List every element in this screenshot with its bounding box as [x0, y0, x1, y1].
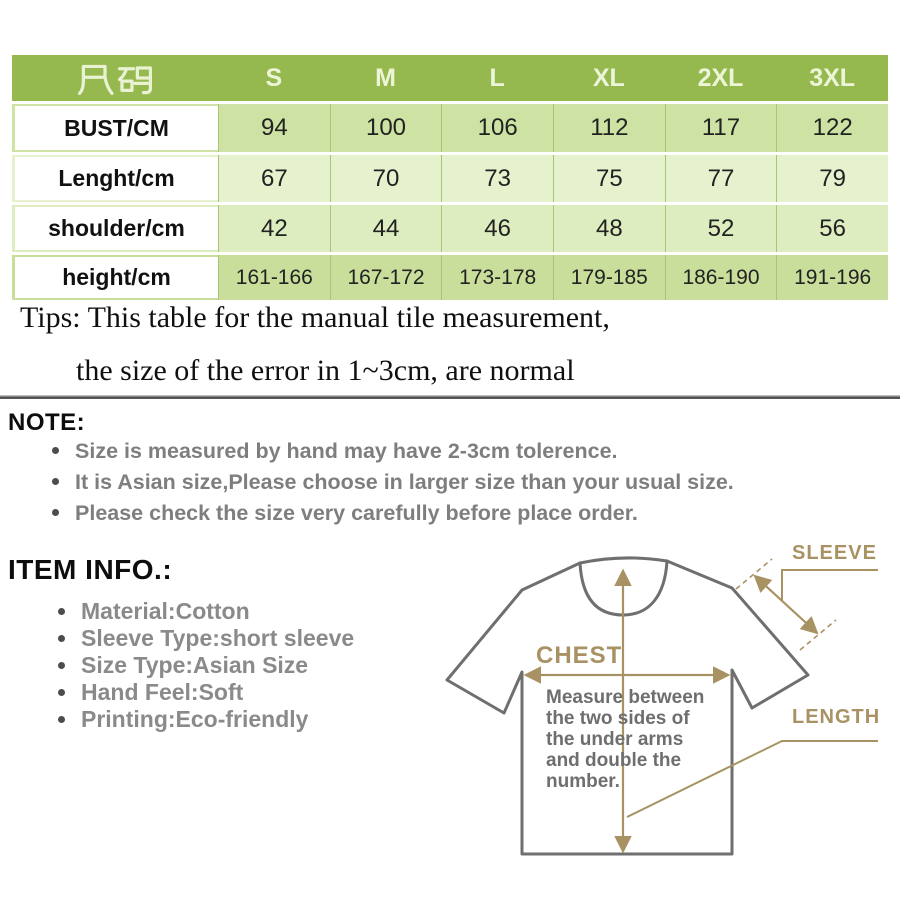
table-header-col: S	[218, 55, 330, 101]
table-header-col: 3XL	[776, 55, 888, 101]
svg-text:the two sides of: the two sides of	[546, 708, 690, 729]
tips-line-1: Tips: This table for the manual tile measurement,	[20, 301, 610, 334]
item-info-list	[58, 598, 354, 733]
row-label-cell: Lenght/cm	[12, 155, 218, 202]
item-info-item: Size Type:Asian Size	[58, 652, 354, 679]
row-label-cell: shoulder/cm	[12, 205, 218, 252]
size-table	[12, 55, 888, 300]
item-info-item: Material:Cotton	[58, 598, 354, 625]
note-item: Please check the size very carefully before place order.	[52, 498, 734, 529]
note-heading: NOTE:	[8, 409, 86, 436]
table-cell: 94	[218, 104, 330, 152]
table-cell: 173-178	[441, 255, 553, 300]
length-label: LENGTH	[792, 706, 881, 728]
row-label-cell: height/cm	[12, 255, 218, 300]
table-cell: 112	[553, 104, 665, 152]
chest-label: CHEST	[536, 642, 623, 669]
sleeve-label: SLEEVE	[792, 542, 877, 564]
row-label-cell: BUST/CM	[12, 104, 218, 152]
table-cell: 186-190	[665, 255, 777, 300]
table-cell: 77	[665, 155, 777, 202]
table-cell: 122	[776, 104, 888, 152]
table-cell: 79	[776, 155, 888, 202]
svg-text:the under arms: the under arms	[546, 729, 684, 750]
table-cell: 191-196	[776, 255, 888, 300]
table-cell: 167-172	[330, 255, 442, 300]
tips-line-2: the size of the error in 1~3cm, are normal	[76, 354, 575, 387]
svg-text:Measure between: Measure between	[546, 687, 705, 708]
table-header-col: M	[330, 55, 442, 101]
table-cell: 52	[665, 205, 777, 252]
table-cell: 70	[330, 155, 442, 202]
table-cell: 161-166	[218, 255, 330, 300]
note-item: Size is measured by hand may have 2-3cm tolerence.	[52, 436, 734, 467]
svg-text:and double the: and double the	[546, 750, 682, 771]
table-cell: 117	[665, 104, 777, 152]
item-info-item: Hand Feel:Soft	[58, 679, 354, 706]
cjk-size-label-icon	[78, 61, 152, 95]
table-cell: 179-185	[553, 255, 665, 300]
note-list	[52, 436, 734, 529]
table-cell: 42	[218, 205, 330, 252]
table-cell: 75	[553, 155, 665, 202]
item-info-item: Printing:Eco-friendly	[58, 706, 354, 733]
table-cell: 67	[218, 155, 330, 202]
table-cell: 46	[441, 205, 553, 252]
tshirt-measurement-diagram	[430, 525, 900, 890]
svg-text:number.: number.	[546, 771, 620, 792]
table-header-col: L	[441, 55, 553, 101]
item-info-heading: ITEM INFO.:	[8, 554, 173, 585]
sleeve-leader-line	[782, 570, 878, 601]
table-cell: 48	[553, 205, 665, 252]
table-cell: 44	[330, 205, 442, 252]
item-info-item: Sleeve Type:short sleeve	[58, 625, 354, 652]
table-header-col: 2XL	[665, 55, 777, 101]
table-cell: 100	[330, 104, 442, 152]
table-header-size-cell	[12, 55, 218, 101]
note-item: It is Asian size,Please choose in larger size than your usual size.	[52, 467, 734, 498]
table-header-col: XL	[553, 55, 665, 101]
section-divider	[0, 395, 900, 399]
table-cell: 73	[441, 155, 553, 202]
table-cell: 106	[441, 104, 553, 152]
table-cell: 56	[776, 205, 888, 252]
